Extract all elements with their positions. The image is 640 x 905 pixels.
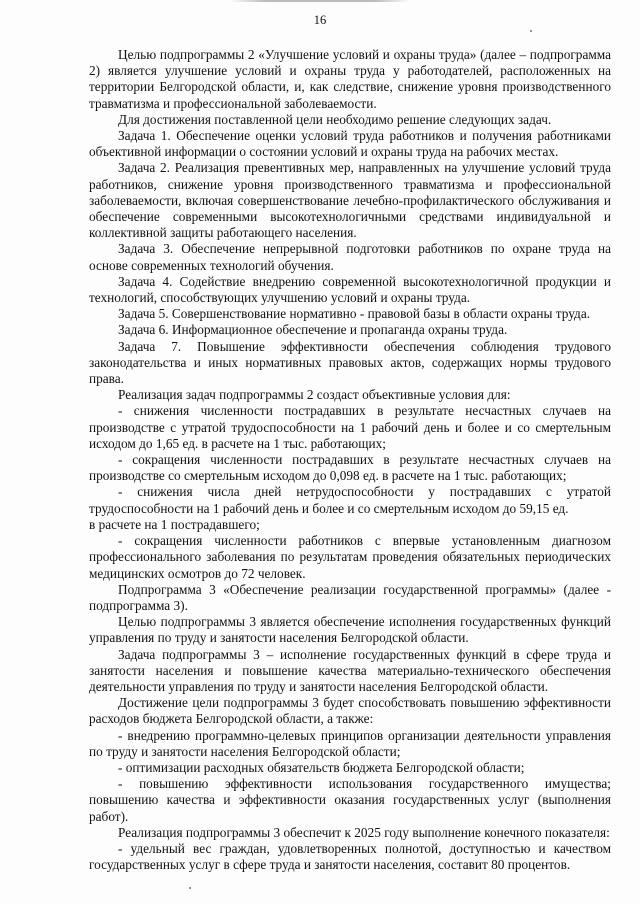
paragraph-task-4: Задача 4. Содействие внедрению современной высокотехнологичной продукции и технологий, способствующих улучшению условий и охраны труда. xyxy=(89,273,611,306)
paragraph-task-3: Задача 3. Обеспечение непрерывной подготовки работников по охране труда на основе современных технологий обучения. xyxy=(89,241,611,273)
paragraph-task-7: Задача 7. Повышение эффективности обеспечения соблюдения трудового законодательства и иных нормативных правовых актов, содержащих нормы трудового права. xyxy=(89,338,611,387)
paragraph-task-1: Задача 1. Обеспечение оценки условий труда работников и получения работниками объективной информации о состоянии условий и охраны труда на рабочих местах. xyxy=(89,128,611,160)
list-item-result-4: - сокращения численности работников с впервые установленным диагнозом профессионального заболевания по результатам проведения обязательных периодических медицинских осмотров до 72 человек. xyxy=(89,533,611,581)
paragraph-goal-subprogram-3: Целью подпрограммы 3 является обеспечение исполнения государственных функций управления по труду и занятости населения Белгородской области. xyxy=(89,614,611,646)
list-item-final-indicator: - удельный вес граждан, удовлетворенных полнотой, доступностью и качеством государственных услуг в сфере труда и занятости населения, составит 80 процентов. xyxy=(89,840,611,873)
paragraph-final-indicator-intro: Реализация подпрограммы 3 обеспечит к 2025 году выполнение конечного показателя: xyxy=(118,824,610,840)
paragraph-results-intro: Реализация задач подпрограммы 2 создаст объективные условия для: xyxy=(118,387,511,403)
body-text xyxy=(89,47,611,873)
paragraph-tasks-intro: Для достижения поставленной цели необходимо решение следующих задач. xyxy=(118,111,552,127)
list-item-achievement-2: - оптимизации расходных обязательств бюджета Белгородской области; xyxy=(118,759,525,775)
scan-speck xyxy=(189,887,191,889)
paragraph-subprogram-3-title: Подпрограмма 3 «Обеспечение реализации государственной программы» (далее - подпрограмма 3). xyxy=(89,581,611,613)
paragraph-task-6: Задача 6. Информационное обеспечение и пропаганда охраны труда. xyxy=(118,322,508,338)
list-item-achievement-3: - повышению эффективности использования государственного имущества; повышению качества и эффективности оказания государственных услуг (выполнения работ). xyxy=(89,776,611,824)
list-item-result-2: - сокращения численности пострадавших в результате несчастных случаев на производстве со смертельным исходом до 0,098 ед. в расчете на 1 тыс. работающих; xyxy=(89,452,611,484)
list-item-result-1: - снижения численности пострадавших в результате несчастных случаев на производстве с утратой трудоспособности на 1 рабочий день и более и со смертельным исходом до 1,65 ед. в расчете на 1 тыс. работающих; xyxy=(89,403,611,451)
paragraph-task-2: Задача 2. Реализация превентивных мер, направленных на улучшение условий труда работников, снижение уровня производственного травматизма и профессиональной заболеваемости, включая совершенствование лечебно-профилактического обслуживания и обеспечение современными высокотехнологичными средствами индивидуальной и коллективной защиты работающего населения. xyxy=(89,160,611,241)
paragraph-goal-subprogram-2: Целью подпрограммы 2 «Улучшение условий и охраны труда» (далее – подпрограмма 2) является улучшение условий и охраны труда у работодателей, расположенных на территории Белгородской области, и, как следствие, снижение уровня производственного травматизма и профессиональной заболеваемости. xyxy=(89,47,611,111)
list-item-result-3-continued: в расчете на 1 пострадавшего; xyxy=(89,516,260,532)
paragraph-achievement-intro: Достижение цели подпрограммы 3 будет способствовать повышению эффективности расходов бюджета Белгородской области, а также: xyxy=(89,695,611,727)
scan-top-edge xyxy=(230,0,410,2)
paragraph-task-5: Задача 5. Совершенствование нормативно - правовой базы в области охраны труда. xyxy=(118,306,591,322)
page-number: 16 xyxy=(313,13,327,27)
list-item-achievement-1: - внедрению программно-целевых принципов организации деятельности управления по труду и занятости населения Белгородской области; xyxy=(89,727,611,759)
scan-speck xyxy=(530,30,532,32)
list-item-result-3: - снижения числа дней нетрудоспособности у пострадавших с утратой трудоспособности на 1 рабочий день и более и со смертельным исходом до 59,15 ед. xyxy=(89,484,611,516)
paragraph-task-subprogram-3: Задача подпрограммы 3 – исполнение государственных функций в сфере труда и занятости населения и повышение качества материально-технического обеспечения деятельности управления по труду и занятости населения Белгородской области. xyxy=(89,646,611,694)
